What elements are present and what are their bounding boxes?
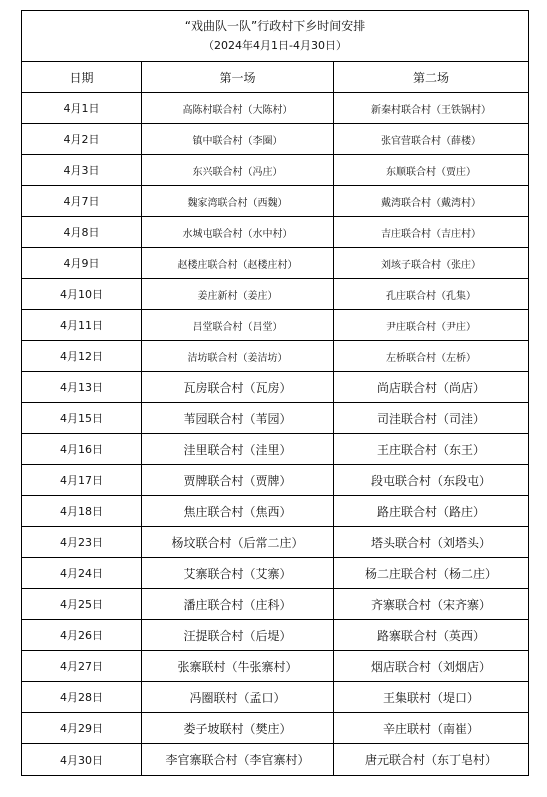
table-row: [22, 341, 529, 372]
second-show-cell: 孔庄联合村（孔集）: [334, 279, 529, 310]
second-show-cell: 王庄联合村（东王）: [334, 434, 529, 465]
table-row: [22, 279, 529, 310]
table-row: [22, 558, 529, 589]
second-show-cell: 段屯联合村（东段屯）: [334, 465, 529, 496]
second-show-cell: 王集联村（堤口）: [334, 682, 529, 713]
first-show-cell: 艾寨联合村（艾寨）: [142, 558, 334, 589]
first-show-cell: 贾牌联合村（贾牌）: [142, 465, 334, 496]
date-cell: 4月12日: [22, 341, 142, 372]
date-cell: 4月16日: [22, 434, 142, 465]
first-show-cell: 洁坊联合村（姜洁坊）: [142, 341, 334, 372]
date-header: 日期: [22, 62, 142, 93]
table-row: [22, 248, 529, 279]
first-show-cell: 焦庄联合村（焦西）: [142, 496, 334, 527]
date-cell: 4月2日: [22, 124, 142, 155]
date-cell: 4月13日: [22, 372, 142, 403]
second-show-cell: 尚店联合村（尚店）: [334, 372, 529, 403]
second-show-cell: 唐元联合村（东丁皂村）: [334, 744, 529, 776]
second-show-cell: 路庄联合村（路庄）: [334, 496, 529, 527]
schedule-table: [21, 10, 529, 776]
date-cell: 4月7日: [22, 186, 142, 217]
document-title: “戏曲队一队”行政村下乡时间安排: [184, 19, 366, 33]
second-show-cell: 左桥联合村（左桥）: [334, 341, 529, 372]
second-show-cell: 杨二庄联合村（杨二庄）: [334, 558, 529, 589]
second-show-cell: 路寨联合村（英西）: [334, 620, 529, 651]
table-row: [22, 620, 529, 651]
date-range-subtitle: （2024年4月1日-4月30日）: [203, 39, 347, 52]
table-row: [22, 186, 529, 217]
date-cell: 4月11日: [22, 310, 142, 341]
table-row: [22, 93, 529, 124]
date-cell: 4月26日: [22, 620, 142, 651]
first-show-cell: 东兴联合村（冯庄）: [142, 155, 334, 186]
date-cell: 4月17日: [22, 465, 142, 496]
table-row: [22, 651, 529, 682]
second-show-cell: 刘垓子联合村（张庄）: [334, 248, 529, 279]
first-show-cell: 赵楼庄联合村（赵楼庄村）: [142, 248, 334, 279]
table-row: [22, 434, 529, 465]
second-show-cell: 东顺联合村（贾庄）: [334, 155, 529, 186]
second-show-cell: 辛庄联村（南崔）: [334, 713, 529, 744]
second-show-cell: 塔头联合村（刘塔头）: [334, 527, 529, 558]
date-cell: 4月10日: [22, 279, 142, 310]
first-show-cell: 冯圈联村（孟口）: [142, 682, 334, 713]
second-show-cell: 张官营联合村（薛楼）: [334, 124, 529, 155]
first-show-cell: 苇园联合村（苇园）: [142, 403, 334, 434]
table-row: [22, 310, 529, 341]
table-row: [22, 589, 529, 620]
table-row: [22, 744, 529, 776]
second-show-cell: 吉庄联合村（吉庄村）: [334, 217, 529, 248]
first-show-cell: 汪提联合村（后堤）: [142, 620, 334, 651]
first-show-cell: 杨坟联合村（后常二庄）: [142, 527, 334, 558]
date-cell: 4月1日: [22, 93, 142, 124]
second-show-cell: 戴湾联合村（戴湾村）: [334, 186, 529, 217]
second-show-cell: 尹庄联合村（尹庄）: [334, 310, 529, 341]
table-row: [22, 496, 529, 527]
second-show-header: 第二场: [334, 62, 529, 93]
date-cell: 4月15日: [22, 403, 142, 434]
first-show-cell: 张寨联村（牛张寨村）: [142, 651, 334, 682]
date-cell: 4月27日: [22, 651, 142, 682]
table-row: [22, 217, 529, 248]
first-show-cell: 洼里联合村（洼里）: [142, 434, 334, 465]
table-row: [22, 124, 529, 155]
date-cell: 4月28日: [22, 682, 142, 713]
date-cell: 4月18日: [22, 496, 142, 527]
second-show-cell: 烟店联合村（刘烟店）: [334, 651, 529, 682]
date-cell: 4月3日: [22, 155, 142, 186]
date-cell: 4月24日: [22, 558, 142, 589]
table-row: [22, 682, 529, 713]
table-row: [22, 372, 529, 403]
table-row: [22, 155, 529, 186]
table-row: [22, 527, 529, 558]
first-show-header: 第一场: [142, 62, 334, 93]
second-show-cell: 齐寨联合村（宋齐寨）: [334, 589, 529, 620]
date-cell: 4月9日: [22, 248, 142, 279]
first-show-cell: 瓦房联合村（瓦房）: [142, 372, 334, 403]
date-cell: 4月25日: [22, 589, 142, 620]
first-show-cell: 魏家湾联合村（西魏）: [142, 186, 334, 217]
first-show-cell: 水城屯联合村（水中村）: [142, 217, 334, 248]
date-cell: 4月8日: [22, 217, 142, 248]
first-show-cell: 姜庄新村（姜庄）: [142, 279, 334, 310]
first-show-cell: 李官寨联合村（李官寨村）: [142, 744, 334, 776]
header-row: [22, 62, 529, 93]
table-row: [22, 713, 529, 744]
table-row: [22, 465, 529, 496]
second-show-cell: 司洼联合村（司洼）: [334, 403, 529, 434]
first-show-cell: 潘庄联合村（庄科）: [142, 589, 334, 620]
date-cell: 4月30日: [22, 744, 142, 776]
title-cell: [22, 11, 529, 62]
date-cell: 4月29日: [22, 713, 142, 744]
date-cell: 4月23日: [22, 527, 142, 558]
table-row: [22, 403, 529, 434]
first-show-cell: 吕堂联合村（吕堂）: [142, 310, 334, 341]
first-show-cell: 高陈村联合村（大陈村）: [142, 93, 334, 124]
first-show-cell: 镇中联合村（李圈）: [142, 124, 334, 155]
title-row: [22, 11, 529, 62]
second-show-cell: 新秦村联合村（王铁锅村）: [334, 93, 529, 124]
first-show-cell: 娄子坡联村（樊庄）: [142, 713, 334, 744]
